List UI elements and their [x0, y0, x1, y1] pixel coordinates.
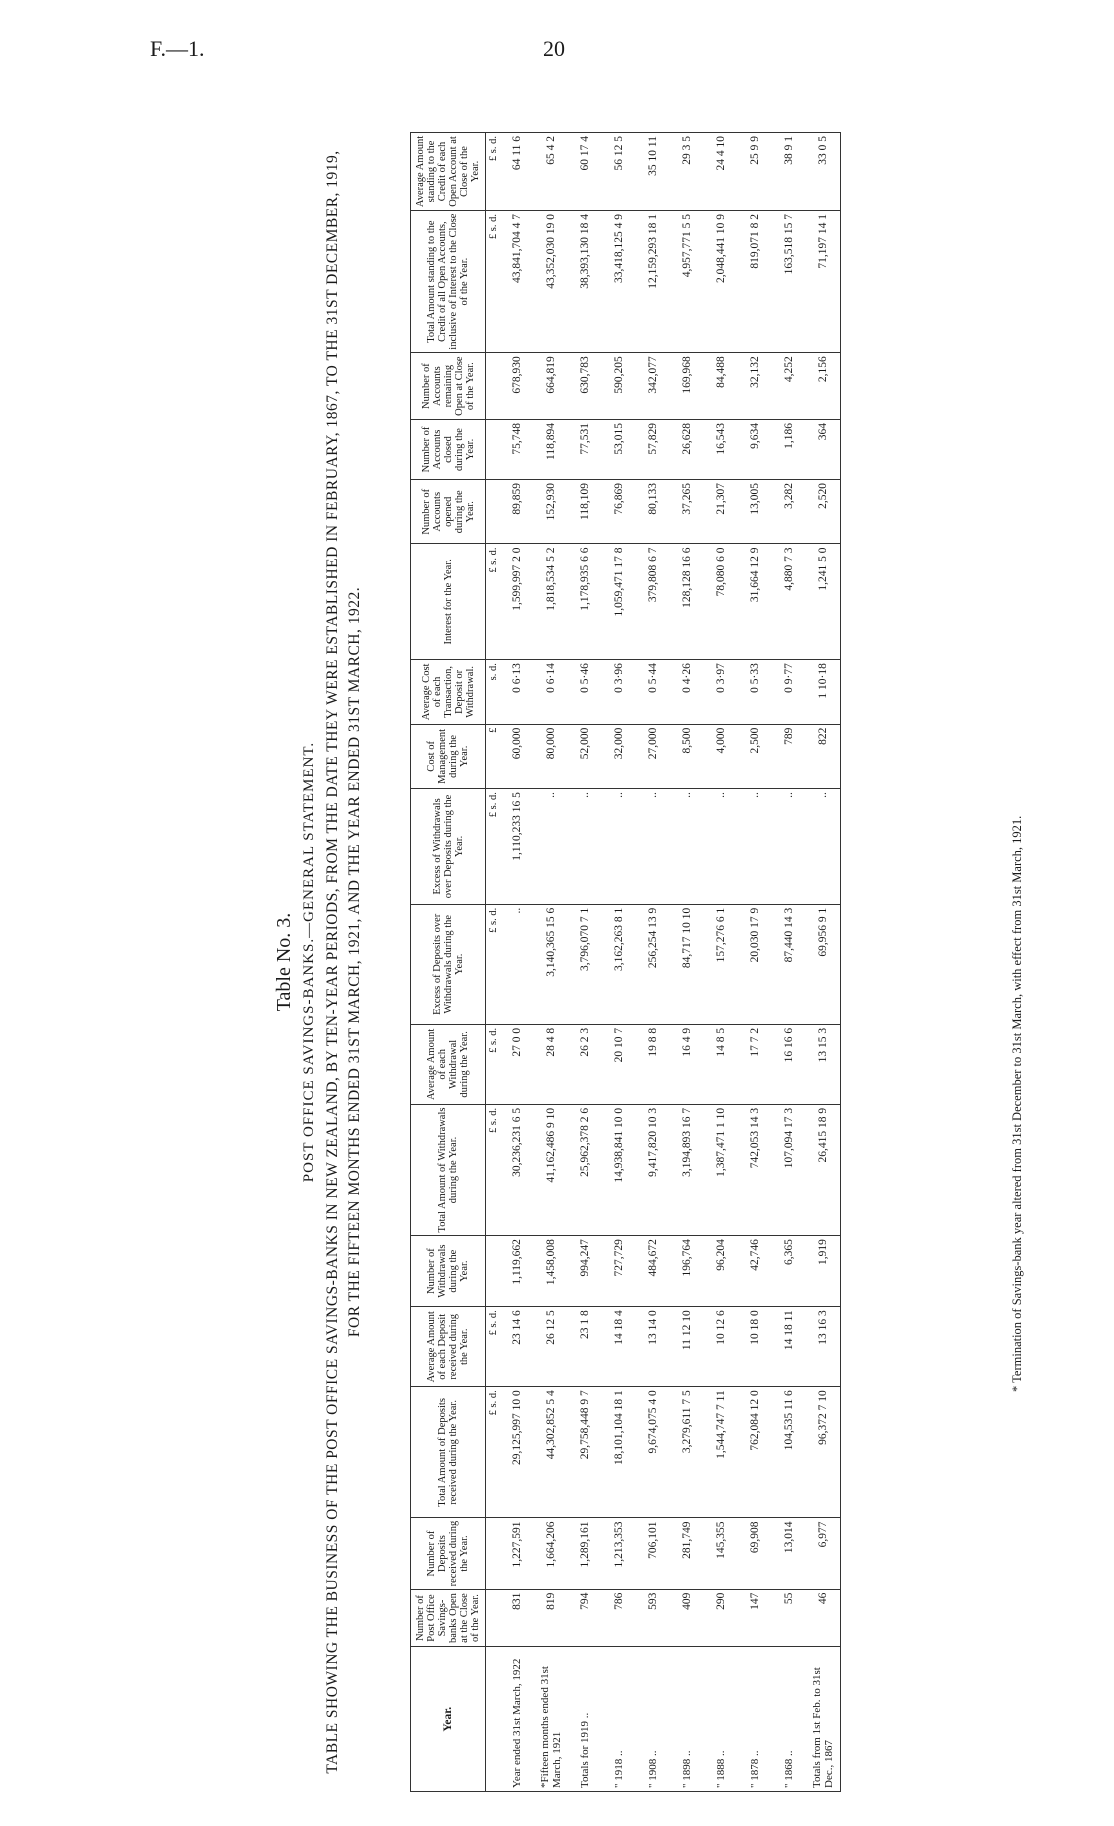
- table-cell: 484,672: [636, 1236, 670, 1307]
- table-cell: 3,162,263 8 1: [602, 904, 636, 1024]
- table-cell: 76,869: [602, 480, 636, 544]
- table-cell: 3,140,365 15 6: [534, 904, 568, 1024]
- page-number: 20: [543, 36, 565, 61]
- table-cell: 28 4 8: [534, 1024, 568, 1104]
- table-cell: 1,110,233 16 5: [500, 789, 534, 905]
- table-cell: 163,518 15 7: [772, 210, 806, 352]
- table-cell: 794: [568, 1589, 602, 1647]
- table-cell: 16,543: [704, 419, 738, 479]
- table-cell: 3,282: [772, 480, 806, 544]
- row-year-label: *Fifteen months ended 31st March, 1921: [534, 1647, 568, 1792]
- unit-cell: £ s. d.: [486, 904, 501, 1024]
- table-cell: 831: [500, 1589, 534, 1647]
- unit-cell: [486, 353, 501, 420]
- table-cell: 65 4 2: [534, 133, 568, 211]
- table-cell: 2,520: [806, 480, 841, 544]
- table-cell: 1,059,471 17 8: [602, 544, 636, 660]
- table-cell: 37,265: [670, 480, 704, 544]
- table-cell: 32,132: [738, 353, 772, 420]
- table-cell: 118,894: [534, 419, 568, 479]
- unit-cell: [486, 1647, 501, 1792]
- table-cell: 69,956 9 1: [806, 904, 841, 1024]
- table-cell: 60 17 4: [568, 133, 602, 211]
- table-cell: 96,204: [704, 1236, 738, 1307]
- table-cell: 762,084 12 0: [738, 1387, 772, 1518]
- table-cell: 26 12 5: [534, 1307, 568, 1387]
- row-year-label: Totals from 1st Feb. to 31st Dec., 1867: [806, 1647, 841, 1792]
- rotated-table-page: [270, 112, 1090, 1812]
- table-cell: 21,307: [704, 480, 738, 544]
- page-ref-label: F.—1.: [150, 36, 205, 61]
- table-cell: 196,764: [670, 1236, 704, 1307]
- row-year-label: " 1878 ..: [738, 1647, 772, 1792]
- table-cell: 14 8 5: [704, 1024, 738, 1104]
- table-cell: 96,372 7 10: [806, 1387, 841, 1518]
- table-cell: 256,254 13 9: [636, 904, 670, 1024]
- table-cell: 9,417,820 10 3: [636, 1104, 670, 1235]
- table-cell: 33 0 5: [806, 133, 841, 211]
- table-cell: 13 15 3: [806, 1024, 841, 1104]
- table-cell: 0 3·96: [602, 660, 636, 724]
- table-cell: 20,030 17 9: [738, 904, 772, 1024]
- unit-cell: [486, 1236, 501, 1307]
- table-cell: 26,415 18 9: [806, 1104, 841, 1235]
- table-cell: ..: [602, 789, 636, 905]
- table-cell: 1 10·18: [806, 660, 841, 724]
- row-year-label: Totals for 1919 ..: [568, 1647, 602, 1792]
- unit-cell: £ s. d.: [486, 1104, 501, 1235]
- table-cell: 77,531: [568, 419, 602, 479]
- table-cell: 742,053 14 3: [738, 1104, 772, 1235]
- table-cell: 30,236,231 6 5: [500, 1104, 534, 1235]
- table-cell: 1,664,206: [534, 1518, 568, 1589]
- table-cell: 42,746: [738, 1236, 772, 1307]
- table-cell: 23 1 8: [568, 1307, 602, 1387]
- table-cell: 41,162,486 9 10: [534, 1104, 568, 1235]
- table-row: [636, 133, 670, 1792]
- table-cell: 157,276 6 1: [704, 904, 738, 1024]
- table-cell: 80,133: [636, 480, 670, 544]
- table-cell: 590,205: [602, 353, 636, 420]
- table-cell: ..: [704, 789, 738, 905]
- table-cell: 23 14 6: [500, 1307, 534, 1387]
- table-cell: 26,628: [670, 419, 704, 479]
- table-cell: 678,930: [500, 353, 534, 420]
- table-cell: 1,387,471 1 10: [704, 1104, 738, 1235]
- table-cell: 4,252: [772, 353, 806, 420]
- table-cell: 17 7 2: [738, 1024, 772, 1104]
- unit-cell: £ s. d.: [486, 544, 501, 660]
- table-cell: ..: [636, 789, 670, 905]
- table-cell: 11 12 10: [670, 1307, 704, 1387]
- table-cell: 145,355: [704, 1518, 738, 1589]
- table-cell: 14 18 4: [602, 1307, 636, 1387]
- table-cell: 25,962,378 2 6: [568, 1104, 602, 1235]
- table-cell: 0 3·97: [704, 660, 738, 724]
- table-cell: 342,077: [636, 353, 670, 420]
- table-cell: 53,015: [602, 419, 636, 479]
- table-cell: 727,729: [602, 1236, 636, 1307]
- table-row: [602, 133, 636, 1792]
- table-cell: 0 5·46: [568, 660, 602, 724]
- unit-cell: s. d.: [486, 660, 501, 724]
- column-header: Interest for the Year.: [411, 544, 486, 660]
- table-cell: 60,000: [500, 724, 534, 788]
- table-cell: 152,930: [534, 480, 568, 544]
- table-cell: 0 4·26: [670, 660, 704, 724]
- table-row: [772, 133, 806, 1792]
- table-cell: 281,749: [670, 1518, 704, 1589]
- table-cell: 0 5·33: [738, 660, 772, 724]
- table-subtitle: POST OFFICE SAVINGS-BANKS.—GENERAL STATEMENT.: [301, 741, 317, 1183]
- table-cell: 147: [738, 1589, 772, 1647]
- table-cell: 89,859: [500, 480, 534, 544]
- table-cell: ..: [534, 789, 568, 905]
- row-year-label: Year ended 31st March, 1922: [500, 1647, 534, 1792]
- table-cell: 64 11 6: [500, 133, 534, 211]
- table-cell: ..: [772, 789, 806, 905]
- table-title: TABLE SHOWING THE BUSINESS OF THE POST OFFICE SAVINGS-BANKS IN NEW ZEALAND, BY TEN-YEAR PERIODS, FROM THE DATE THEY WERE ESTABLISHED IN FEBRUARY, 1867, TO THE 31ST DECEMBER, 1919, FOR THE FIFTEEN MONTHS ENDED 31ST MARCH, 1921, AND THE YEAR ENDED 31ST MARCH, 1922.: [324, 150, 363, 1774]
- table-cell: 20 10 7: [602, 1024, 636, 1104]
- unit-cell: £ s. d.: [486, 133, 501, 211]
- table-row: [500, 133, 534, 1792]
- table-cell: 32,000: [602, 724, 636, 788]
- table-row: [806, 133, 841, 1792]
- unit-cell: £ s. d.: [486, 1307, 501, 1387]
- unit-cell: [486, 480, 501, 544]
- table-cell: 1,186: [772, 419, 806, 479]
- table-cell: 18,101,104 18 1: [602, 1387, 636, 1518]
- table-cell: 1,599,997 2 0: [500, 544, 534, 660]
- unit-cell: £ s. d.: [486, 1387, 501, 1518]
- table-cell: 14 18 11: [772, 1307, 806, 1387]
- table-cell: 1,458,008: [534, 1236, 568, 1307]
- table-cell: 43,841,704 4 7: [500, 210, 534, 352]
- column-header: Number of Deposits received during the Year.: [411, 1518, 486, 1589]
- table-cell: 630,783: [568, 353, 602, 420]
- table-cell: 38 9 1: [772, 133, 806, 211]
- table-cell: 128,128 16 6: [670, 544, 704, 660]
- column-header: Excess of Withdrawals over Deposits during the Year.: [411, 789, 486, 905]
- unit-cell: [486, 1518, 501, 1589]
- table-cell: 118,109: [568, 480, 602, 544]
- table-cell: 35 10 11: [636, 133, 670, 211]
- table-cell: 0 6·13: [500, 660, 534, 724]
- unit-cell: [486, 1589, 501, 1647]
- table-row: [534, 133, 568, 1792]
- table-cell: 1,289,161: [568, 1518, 602, 1589]
- column-header: Average Amount of each Withdrawal during the Year.: [411, 1024, 486, 1104]
- table-cell: 8,500: [670, 724, 704, 788]
- table-cell: 4,000: [704, 724, 738, 788]
- table-cell: 29,125,997 10 0: [500, 1387, 534, 1518]
- table-cell: 10 12 6: [704, 1307, 738, 1387]
- table-cell: 80,000: [534, 724, 568, 788]
- table-cell: 1,119,662: [500, 1236, 534, 1307]
- footnote: * Termination of Savings-bank year altered from 31st December to 31st March, with effect from 31st March, 1921.: [1010, 815, 1024, 1392]
- table-cell: 169,968: [670, 353, 704, 420]
- table-cell: 13 16 3: [806, 1307, 841, 1387]
- table-cell: 4,880 7 3: [772, 544, 806, 660]
- row-year-label: " 1898 ..: [670, 1647, 704, 1792]
- table-cell: 1,213,353: [602, 1518, 636, 1589]
- table-cell: 1,544,747 7 11: [704, 1387, 738, 1518]
- table-cell: 107,094 17 3: [772, 1104, 806, 1235]
- table-cell: 19 8 8: [636, 1024, 670, 1104]
- table-cell: ..: [738, 789, 772, 905]
- table-cell: 71,197 14 1: [806, 210, 841, 352]
- table-cell: 13,014: [772, 1518, 806, 1589]
- column-header: Average Amount of each Deposit received during the Year.: [411, 1307, 486, 1387]
- table-cell: 78,080 6 0: [704, 544, 738, 660]
- table-cell: 57,829: [636, 419, 670, 479]
- column-header: Total Amount standing to the Credit of all Open Accounts, inclusive of Interest to the Close of the Year.: [411, 210, 486, 352]
- table-cell: 409: [670, 1589, 704, 1647]
- column-header: Excess of Deposits over Withdrawals during the Year.: [411, 904, 486, 1024]
- column-header: Average Cost of each Transaction, Deposit or Withdrawal.: [411, 660, 486, 724]
- table-cell: 16 4 9: [670, 1024, 704, 1104]
- table-cell: 364: [806, 419, 841, 479]
- row-year-label: " 1908 ..: [636, 1647, 670, 1792]
- table-cell: 819,071 8 2: [738, 210, 772, 352]
- row-year-label: " 1868 ..: [772, 1647, 806, 1792]
- table-cell: 84,488: [704, 353, 738, 420]
- table-cell: 75,748: [500, 419, 534, 479]
- table-cell: 46: [806, 1589, 841, 1647]
- column-header: Year.: [411, 1647, 486, 1792]
- column-header: Number of Accounts opened during the Year.: [411, 480, 486, 544]
- table-cell: 290: [704, 1589, 738, 1647]
- table-cell: 69,908: [738, 1518, 772, 1589]
- table-cell: 3,194,893 16 7: [670, 1104, 704, 1235]
- table-cell: 13,005: [738, 480, 772, 544]
- table-cell: 87,440 14 3: [772, 904, 806, 1024]
- table-cell: 26 2 3: [568, 1024, 602, 1104]
- table-cell: 0 6·14: [534, 660, 568, 724]
- table-cell: 1,818,534 5 2: [534, 544, 568, 660]
- table-cell: 84,717 10 10: [670, 904, 704, 1024]
- table-cell: 2,156: [806, 353, 841, 420]
- table-cell: 786: [602, 1589, 636, 1647]
- column-header: Number of Accounts remaining Open at Close of the Year.: [411, 353, 486, 420]
- table-cell: 52,000: [568, 724, 602, 788]
- table-cell: 0 5·44: [636, 660, 670, 724]
- unit-cell: £ s. d.: [486, 1024, 501, 1104]
- table-cell: 664,819: [534, 353, 568, 420]
- table-cell: ..: [670, 789, 704, 905]
- table-cell: 0 9·77: [772, 660, 806, 724]
- table-cell: 1,178,935 6 6: [568, 544, 602, 660]
- table-row: [568, 133, 602, 1792]
- table-cell: 38,393,130 18 4: [568, 210, 602, 352]
- table-number: Table No. 3.: [273, 912, 295, 1012]
- table-cell: ..: [500, 904, 534, 1024]
- column-header: Number of Post Office Savings-banks Open at the Close of the Year.: [411, 1589, 486, 1647]
- table-cell: 29 3 5: [670, 133, 704, 211]
- table-cell: 2,500: [738, 724, 772, 788]
- table-cell: 2,048,441 10 9: [704, 210, 738, 352]
- table-cell: 16 16 6: [772, 1024, 806, 1104]
- table-cell: 13 14 0: [636, 1307, 670, 1387]
- table-cell: 706,101: [636, 1518, 670, 1589]
- table-cell: 33,418,125 4 9: [602, 210, 636, 352]
- units-row: [486, 133, 501, 1792]
- column-header: Total Amount of Withdrawals during the Year.: [411, 1104, 486, 1235]
- unit-cell: £ s. d.: [486, 210, 501, 352]
- unit-cell: £ s. d.: [486, 789, 501, 905]
- table-cell: 31,664 12 9: [738, 544, 772, 660]
- table-cell: 27 0 0: [500, 1024, 534, 1104]
- table-cell: 104,535 11 6: [772, 1387, 806, 1518]
- table-cell: 25 9 9: [738, 133, 772, 211]
- table-cell: 43,352,030 19 0: [534, 210, 568, 352]
- table-body: [486, 133, 841, 1792]
- table-cell: 789: [772, 724, 806, 788]
- column-header: Average Amount standing to the Credit of each Open Account at Close of the Year.: [411, 133, 486, 211]
- table-cell: 822: [806, 724, 841, 788]
- table-cell: 6,365: [772, 1236, 806, 1307]
- savings-bank-statement-table: [410, 132, 841, 1792]
- table-cell: 55: [772, 1589, 806, 1647]
- table-cell: 1,919: [806, 1236, 841, 1307]
- table-cell: ..: [806, 789, 841, 905]
- unit-cell: £: [486, 724, 501, 788]
- table-cell: 10 18 0: [738, 1307, 772, 1387]
- table-cell: 1,227,591: [500, 1518, 534, 1589]
- table-row: [738, 133, 772, 1792]
- table-cell: 14,938,841 10 0: [602, 1104, 636, 1235]
- table-cell: 9,674,075 4 0: [636, 1387, 670, 1518]
- table-cell: 44,302,852 5 4: [534, 1387, 568, 1518]
- table-cell: 3,796,070 7 1: [568, 904, 602, 1024]
- table-cell: ..: [568, 789, 602, 905]
- row-year-label: " 1888 ..: [704, 1647, 738, 1792]
- table-cell: 994,247: [568, 1236, 602, 1307]
- table-cell: 4,957,771 5 5: [670, 210, 704, 352]
- column-header: Number of Accounts closed during the Year.: [411, 419, 486, 479]
- table-cell: 29,758,448 9 7: [568, 1387, 602, 1518]
- column-header: Number of Withdrawals during the Year.: [411, 1236, 486, 1307]
- column-header: Cost of Management during the Year.: [411, 724, 486, 788]
- unit-cell: [486, 419, 501, 479]
- table-cell: 27,000: [636, 724, 670, 788]
- table-cell: 24 4 10: [704, 133, 738, 211]
- row-year-label: " 1918 ..: [602, 1647, 636, 1792]
- table-cell: 3,279,611 7 5: [670, 1387, 704, 1518]
- table-cell: 379,808 6 7: [636, 544, 670, 660]
- table-cell: 1,241 5 0: [806, 544, 841, 660]
- table-cell: 593: [636, 1589, 670, 1647]
- table-row: [704, 133, 738, 1792]
- table-cell: 6,977: [806, 1518, 841, 1589]
- table-header-row: [411, 133, 486, 1792]
- table-cell: 819: [534, 1589, 568, 1647]
- table-row: [670, 133, 704, 1792]
- table-cell: 12,159,293 18 1: [636, 210, 670, 352]
- column-header: Total Amount of Deposits received during the Year.: [411, 1387, 486, 1518]
- table-cell: 56 12 5: [602, 133, 636, 211]
- table-cell: 9,634: [738, 419, 772, 479]
